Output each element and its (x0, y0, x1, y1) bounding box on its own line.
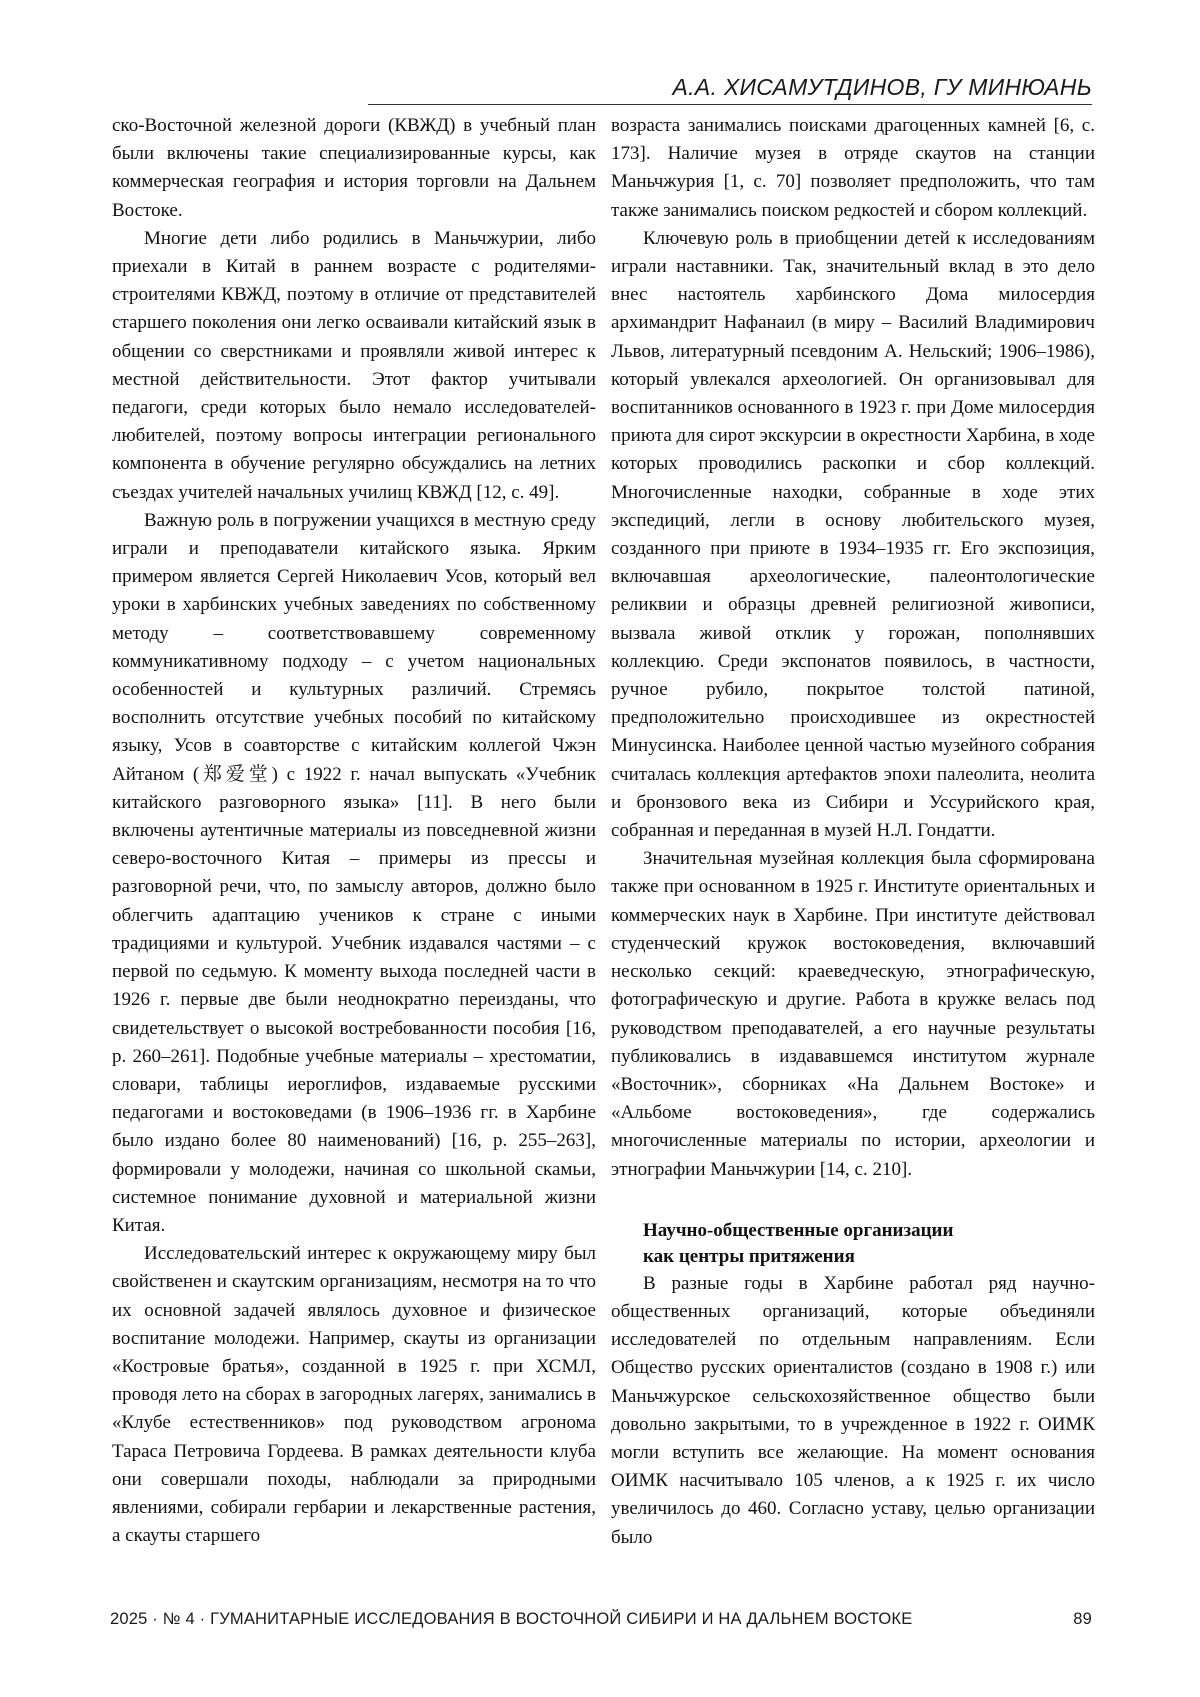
paragraph: Значительная музейная коллекция была сформирована также при основанном в 1925 г. Институте ориентальных и коммерческих наук в Харбине. При институте действовал студенческий кружок востоковедения, включавший несколько секций: краеведческую, этнографическую, фотографическую и другие. Работа в кружке велась под руководством преподавателей, а его научные результаты публиковались в издававшемся институтом журнале «Восточник», сборниках «На Дальнем Востоке» и «Альбоме востоковедения», где содержались многочисленные материалы по истории, археологии и этнографии Маньчжурии [14, с. 210]. (611, 848, 1095, 1180)
section-heading (611, 1218, 1095, 1270)
header-rule (368, 104, 1092, 105)
left-column (112, 112, 596, 1550)
journal-title: 2025 · № 4 · ГУМАНИТАРНЫЕ ИССЛЕДОВАНИЯ В ВОСТОЧНОЙ СИБИРИ И НА ДАЛЬНЕМ ВОСТОКЕ (110, 1610, 913, 1628)
right-column (611, 112, 1095, 1552)
section-heading-line: Научно-общественные организации (643, 1219, 954, 1241)
paragraph: ско-Восточной железной дороги (КВЖД) в учебный план были включены такие специализированные курсы, как коммерческая география и история торговли на Дальнем Востоке. (112, 115, 596, 221)
page-number: 89 (1073, 1610, 1092, 1628)
paragraph: Ключевую роль в приобщении детей к исследованиям играли наставники. Так, значительный вклад в это дело внес настоятель харбинского Дома милосердия архимандрит Нафанаил (в миру – Василий Владимирович Львов, литературный псевдоним А. Нельский; 1906–1986), который увлекался археологией. Он организовывал для воспитанников основанного в 1923 г. при Доме милосердия приюта для сирот экскурсии в окрестности Харбина, в ходе которых проводились раскопки и сбор коллекций. Многочисленные находки, собранные в ходе этих экспедиций, легли в основу любительского музея, созданного при приюте в 1934–1935 гг. Его экспозиция, включавшая археологические, палеонтологические реликвии и образцы древней религиозной живописи, вызвала живой отклик у горожан, пополнявших коллекцию. Среди экспонатов появилось, в частности, ручное рубило, покрытое толстой патиной, предположительно происходившее из окрестностей Минусинска. Наиболее ценной частью музейного собрания считалась коллекция артефактов эпохи палеолита, неолита и бронзового века из Сибири и Уссурийского края, собранная и переданная в музей Н.Л. Гондатти. (611, 227, 1095, 842)
paragraph: Исследовательский интерес к окружающему миру был свойственен и скаутским организациям, несмотря на то что их основной задачей являлось духовное и физическое воспитание молодежи. Например, скауты из организации «Костровые братья», созданной в 1925 г. при ХСМЛ, проводя лето на сборах в загородных лагерях, занимались в «Клубе естественников» под руководством агронома Тараса Петровича Гордеева. В рамках деятельности клуба они совершали походы, наблюдали за природными явлениями, собирали гербарии и лекарственные растения, а скауты старшего (112, 1243, 596, 1547)
paragraph: возраста занимались поисками драгоценных камней [6, с. 173]. Наличие музея в отряде скаутов на станции Маньчжурия [1, с. 70] позволяет предположить, что там также занимались поиском редкостей и сбором коллекций. (611, 115, 1095, 221)
paragraph: Важную роль в погружении учащихся в местную среду играли и преподаватели китайского языка. Ярким примером является Сергей Николаевич Усов, который вел уроки в харбинских учебных заведениях по собственному методу – соответствовавшему современному коммуникативному подходу – с учетом национальных особенностей и культурных различий. Стремясь восполнить отсутствие учебных пособий по китайскому языку, Усов в соавторстве с китайским коллегой Чжэн Айтаном (郑爱堂) с 1922 г. начал выпускать «Учебник китайского разговорного языка» [11]. В него были включены аутентичные материалы из повседневной жизни северо-восточного Китая – примеры из прессы и разговорной речи, что, по замыслу авторов, должно было облегчить адаптацию учеников к стране с иными традициями и культурой. Учебник издавался частями – с первой по седьмую. К моменту выхода последней части в 1926 г. первые две были неоднократно переизданы, что свидетельствует о высокой востребованности пособия [16, p. 260–261]. Подобные учебные материалы – хрестоматии, словари, таблицы иероглифов, издаваемые русскими педагогами и востоковедами (в 1906–1936 гг. в Харбине было издано более 80 наименований) [16, p. 255–263], формировали у молодежи, начиная со школьной скамьи, системное понимание духовной и материальной жизни Китая. (112, 509, 596, 1236)
running-header-authors: А.А. ХИСАМУТДИНОВ, ГУ МИНЮАНЬ (672, 74, 1092, 100)
paragraph: В разные годы в Харбине работал ряд научно-общественных организаций, которые объединяли исследователей по отдельным направлениям. Если Общество русских ориенталистов (создано в 1908 г.) или Маньчжурское сельскохозяйственное общество были довольно закрытыми, то в учрежденное в 1922 г. ОИМК могли вступить все желающие. На момент основания ОИМК насчитывало 105 членов, а к 1925 г. их число увеличилось до 460. Согласно уставу, целью организации было (611, 1272, 1095, 1548)
section-heading-line: как центры притяжения (643, 1245, 855, 1267)
paragraph: Многие дети либо родились в Маньчжурии, либо приехали в Китай в раннем возрасте с родителями-строителями КВЖД, поэтому в отличие от представителей старшего поколения они легко осваивали китайский язык в общении со сверстниками и проявляли живой интерес к местной действительности. Этот фактор учитывали педагоги, среди которых было немало исследователей-любителей, поэтому вопросы интеграции регионального компонента в обучение регулярно обсуждались на летних съездах учителей начальных училищ КВЖД [12, с. 49]. (112, 227, 596, 503)
